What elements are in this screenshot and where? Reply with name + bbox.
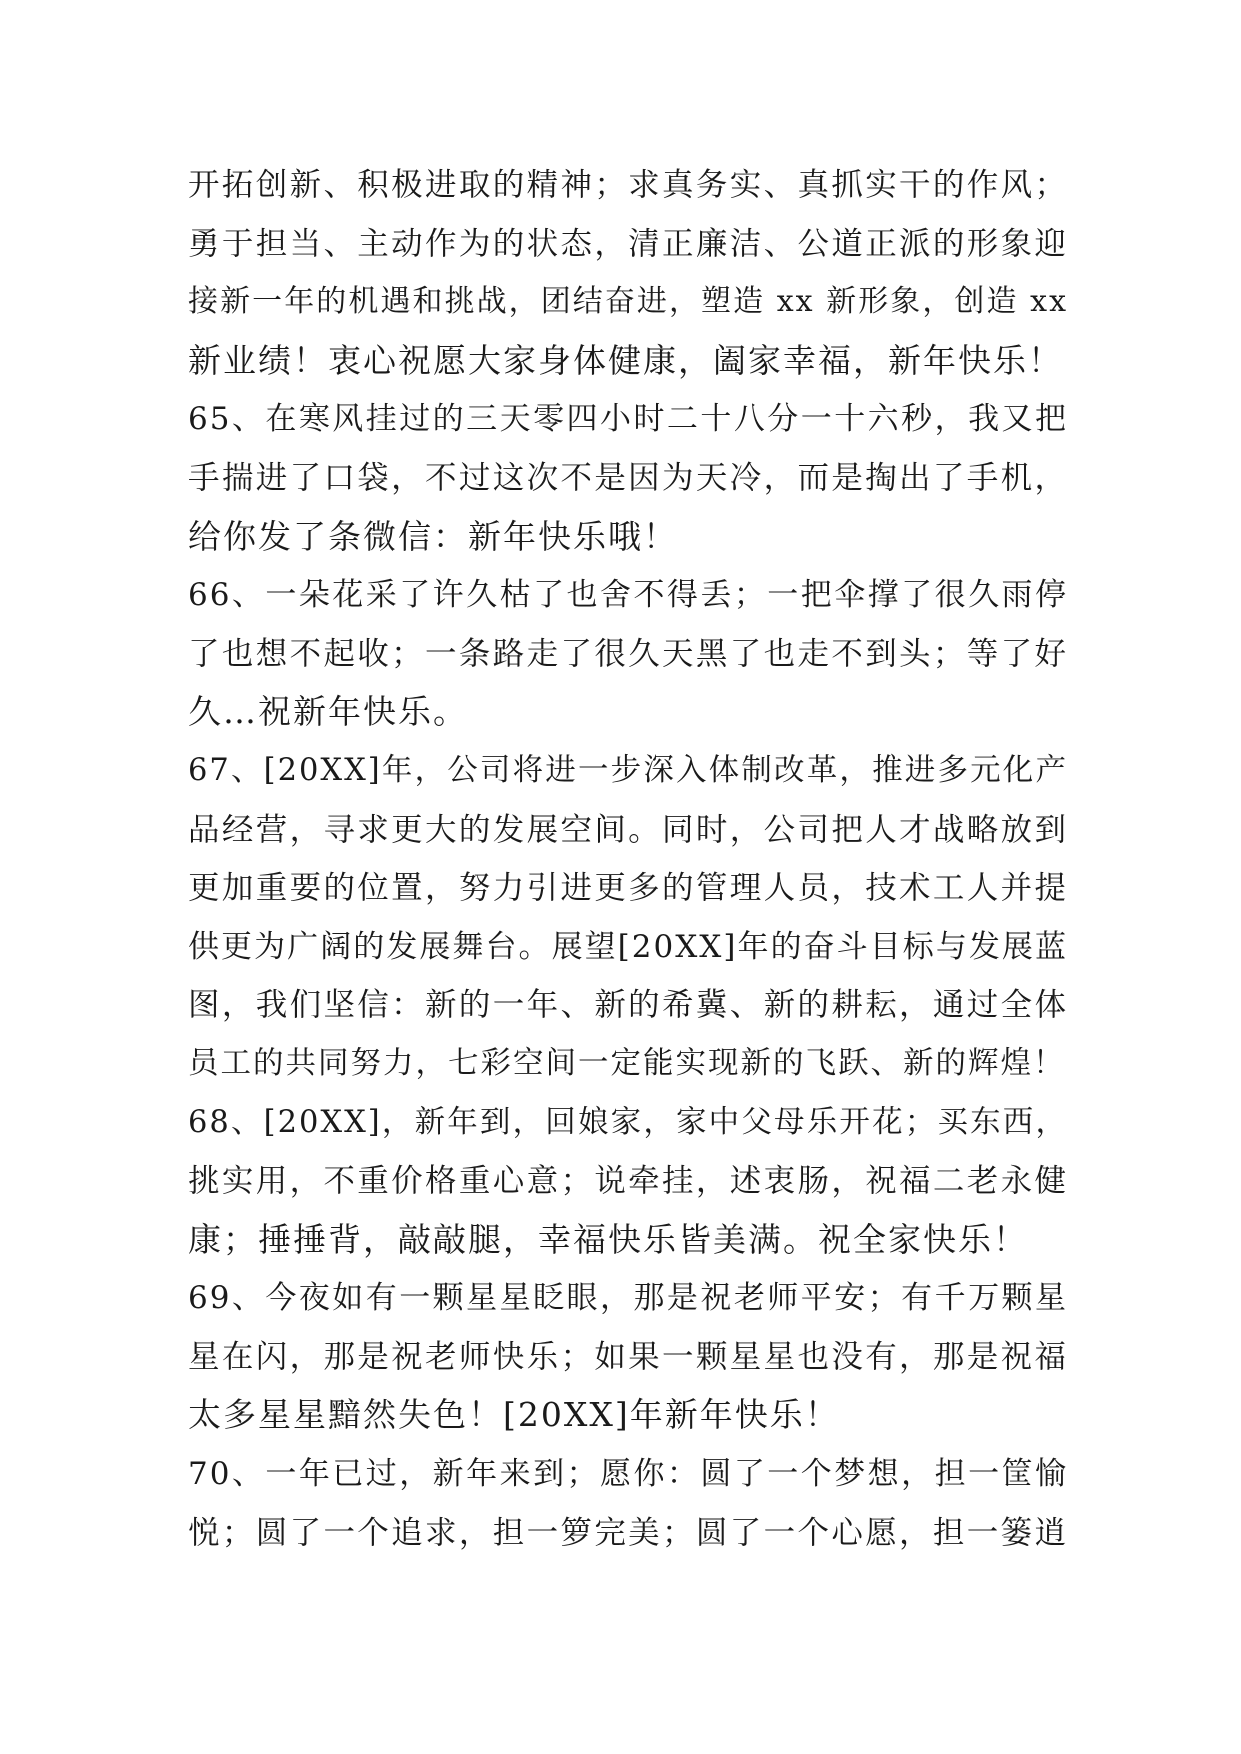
text-line: 开拓创新、积极进取的精神；求真务实、真抓实干的作风； xyxy=(188,167,1068,203)
text-line: 65、在寒风挂过的三天零四小时二十八分一十六秒，我又把 xyxy=(188,401,1068,438)
text-line: 员工的共同努力，七彩空间一定能实现新的飞跃、新的辉煌！ xyxy=(188,1045,1066,1081)
text-line: 新业绩！衷心祝愿大家身体健康，阖家幸福，新年快乐！ xyxy=(188,340,1063,380)
text-line: 勇于担当、主动作为的状态，清正廉洁、公道正派的形象迎 xyxy=(188,225,1068,262)
text-line: 给你发了条微信：新年快乐哦！ xyxy=(188,516,678,556)
text-line: 更加重要的位置，努力引进更多的管理人员，技术工人并提 xyxy=(188,870,1068,907)
body-text xyxy=(188,156,1068,1562)
text-line: 70、一年已过，新年来到；愿你：圆了一个梦想，担一筐愉 xyxy=(188,1456,1068,1493)
text-line: 久…祝新年快乐。 xyxy=(188,692,468,732)
text-line: 66、一朵花采了许久枯了也舍不得丢；一把伞撑了很久雨停 xyxy=(188,577,1068,614)
text-line: 了也想不起收；一条路走了很久天黑了也走不到头；等了好 xyxy=(188,635,1068,672)
text-line: 太多星星黯然失色！[20XX]年新年快乐！ xyxy=(188,1395,840,1435)
text-line: 69、今夜如有一颗星星眨眼，那是祝老师平安；有千万颗星 xyxy=(188,1280,1068,1317)
text-line: 康；捶捶背，敲敲腿，幸福快乐皆美满。祝全家快乐！ xyxy=(188,1219,1028,1259)
text-line: 星在闪，那是祝老师快乐；如果一颗星星也没有，那是祝福 xyxy=(188,1338,1068,1375)
text-line: 67、[20XX]年，公司将进一步深入体制改革，推进多元化产 xyxy=(188,752,1068,788)
text-line: 手揣进了口袋，不过这次不是因为天冷，而是掏出了手机， xyxy=(188,459,1068,496)
text-line: 品经营，寻求更大的发展空间。同时，公司把人才战略放到 xyxy=(188,811,1068,848)
text-line: 挑实用，不重价格重心意；说牵挂，述衷肠，祝福二老永健 xyxy=(188,1163,1068,1200)
text-line: 68、[20XX]，新年到，回娘家，家中父母乐开花；买东西， xyxy=(188,1104,1068,1140)
text-line: 接新一年的机遇和挑战，团结奋进，塑造 xx 新形象，创造 xx xyxy=(188,284,1068,320)
text-line: 供更为广阔的发展舞台。展望[20XX]年的奋斗目标与发展蓝 xyxy=(188,928,1068,965)
text-line: 悦；圆了一个追求，担一箩完美；圆了一个心愿，担一篓逍 xyxy=(188,1514,1068,1551)
text-line: 图，我们坚信：新的一年、新的希冀、新的耕耘，通过全体 xyxy=(188,987,1068,1024)
